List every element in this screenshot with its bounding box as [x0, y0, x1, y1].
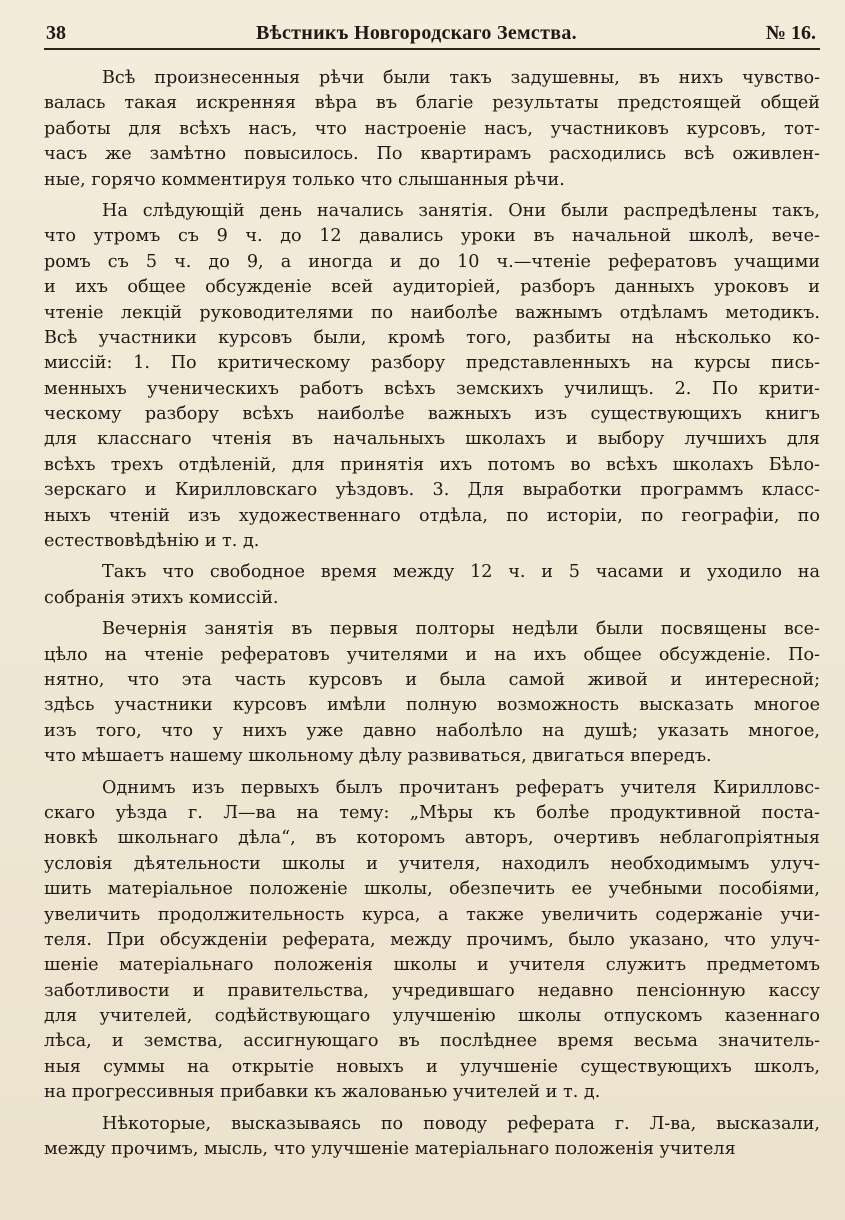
- text-line: и ихъ общее обсужденіе всей аудиторіей, разборъ данныхъ уроковъ и: [44, 277, 820, 298]
- text-line: чтеніе лекцій руководителями по наиболѣе важнымъ отдѣламъ методикъ.: [44, 302, 820, 323]
- text-line: что утромъ съ 9 ч. до 12 давались уроки въ начальной школѣ, вече-: [44, 226, 820, 247]
- article-body: [44, 66, 820, 1162]
- text-line: теля. При обсужденіи реферата, между прочимъ, было указано, что улуч-: [44, 929, 820, 950]
- text-line: между прочимъ, мысль, что улучшеніе матеріальнаго положенія учителя: [44, 1139, 736, 1160]
- text-line: заботливости и правительства, учредившаго недавно пенсіонную кассу: [44, 980, 820, 1001]
- page-number: 38: [46, 22, 66, 44]
- paragraph: [44, 776, 820, 1106]
- text-line: собранія этихъ комиссій.: [44, 587, 279, 608]
- text-line: естествовѣдѣнію и т. д.: [44, 531, 260, 552]
- header-rule: [44, 48, 820, 50]
- text-line: шеніе матеріальнаго положенія школы и учителя служитъ предметомъ: [44, 955, 820, 976]
- text-line: Всѣ произнесенныя рѣчи были такъ задушевны, въ нихъ чувство-: [102, 68, 820, 88]
- text-line: менныхъ ученическихъ работъ всѣхъ земскихъ училищъ. 2. По крити-: [44, 378, 820, 399]
- text-line: ромъ съ 5 ч. до 9, а иногда и до 10 ч.—чтеніе рефератовъ учащими: [44, 251, 820, 272]
- text-line: всѣхъ трехъ отдѣленій, для принятія ихъ потомъ во всѣхъ школахъ Бѣло-: [44, 454, 820, 475]
- text-line: На слѣдующій день начались занятія. Они были распредѣлены такъ,: [102, 200, 820, 221]
- paragraph: [44, 66, 820, 193]
- text-line: ные, горячо комментируя только что слышанныя рѣчи.: [44, 169, 565, 190]
- text-line: Всѣ участники курсовъ были, кромѣ того, разбиты на нѣсколько ко-: [44, 327, 820, 348]
- issue-number: № 16.: [765, 22, 816, 44]
- text-line: скаго уѣзда г. Л—ва на тему: „Мѣры къ болѣе продуктивной поста-: [44, 802, 820, 823]
- text-line: Однимъ изъ первыхъ былъ прочитанъ рефератъ учителя Кирилловс-: [102, 777, 820, 798]
- text-line: условія дѣятельности школы и учителя, находилъ необходимымъ улуч-: [44, 853, 820, 874]
- text-line: шить матеріальное положеніе школы, обезпечить ее учебными пособіями,: [44, 879, 820, 900]
- text-line: Вечернія занятія въ первыя полторы недѣли были посвящены все-: [102, 619, 820, 640]
- text-line: что мѣшаетъ нашему школьному дѣлу развиваться, двигаться впередъ.: [44, 746, 712, 767]
- paragraph: [44, 617, 820, 769]
- paragraph: [44, 199, 820, 554]
- text-line: зерскаго и Кирилловскаго уѣздовъ. 3. Для выработки программъ класс-: [44, 480, 820, 501]
- text-line: нятно, что эта часть курсовъ и была самой живой и интересной;: [44, 669, 820, 690]
- running-header: [46, 20, 816, 48]
- text-line: цѣло на чтеніе рефератовъ учителями и на ихъ общее обсужденіе. По-: [44, 644, 820, 665]
- text-line: Такъ что свободное время между 12 ч. и 5 часами и уходило на: [102, 562, 820, 583]
- paragraph: [44, 1112, 820, 1163]
- text-line: увеличить продолжительность курса, а также увеличить содержаніе учи-: [44, 904, 820, 925]
- text-line: здѣсь участники курсовъ имѣли полную возможность высказать многое: [44, 695, 820, 716]
- text-line: на прогрессивныя прибавки къ жалованью учителей и т. д.: [44, 1082, 601, 1103]
- text-line: ныхъ чтеній изъ художественнаго отдѣла, по исторіи, по географіи, по: [44, 505, 820, 526]
- text-line: ческому разбору всѣхъ наиболѣе важныхъ изъ существующихъ книгъ: [44, 404, 820, 425]
- paragraph: [44, 560, 820, 611]
- text-line: для класснаго чтенія въ начальныхъ школахъ и выбору лучшихъ для: [44, 429, 820, 450]
- text-line: ныя суммы на открытіе новыхъ и улучшеніе существующихъ школъ,: [44, 1056, 820, 1077]
- text-line: лѣса, и земства, ассигнующаго въ послѣднее время весьма значитель-: [44, 1031, 820, 1052]
- text-line: часъ же замѣтно повысилось. По квартирамъ расходились всѣ оживлен-: [44, 144, 820, 165]
- text-line: валась такая искренняя вѣра въ благіе результаты предстоящей общей: [44, 93, 820, 114]
- text-line: новкѣ школьнаго дѣла“, въ которомъ авторъ, очертивъ неблагопріятныя: [44, 828, 820, 849]
- text-line: работы для всѣхъ насъ, что настроеніе насъ, участниковъ курсовъ, тот-: [44, 118, 820, 139]
- text-line: изъ того, что у нихъ уже давно наболѣло на душѣ; указать многое,: [44, 720, 820, 741]
- text-line: для учителей, содѣйствующаго улучшенію школы отпускомъ казеннаго: [44, 1006, 820, 1027]
- journal-title: Вѣстникъ Новгородскаго Земства.: [256, 22, 577, 44]
- text-line: Нѣкоторые, высказываясь по поводу реферата г. Л-ва, высказали,: [102, 1113, 820, 1134]
- text-line: миссій: 1. По критическому разбору представленныхъ на курсы пись-: [44, 353, 820, 374]
